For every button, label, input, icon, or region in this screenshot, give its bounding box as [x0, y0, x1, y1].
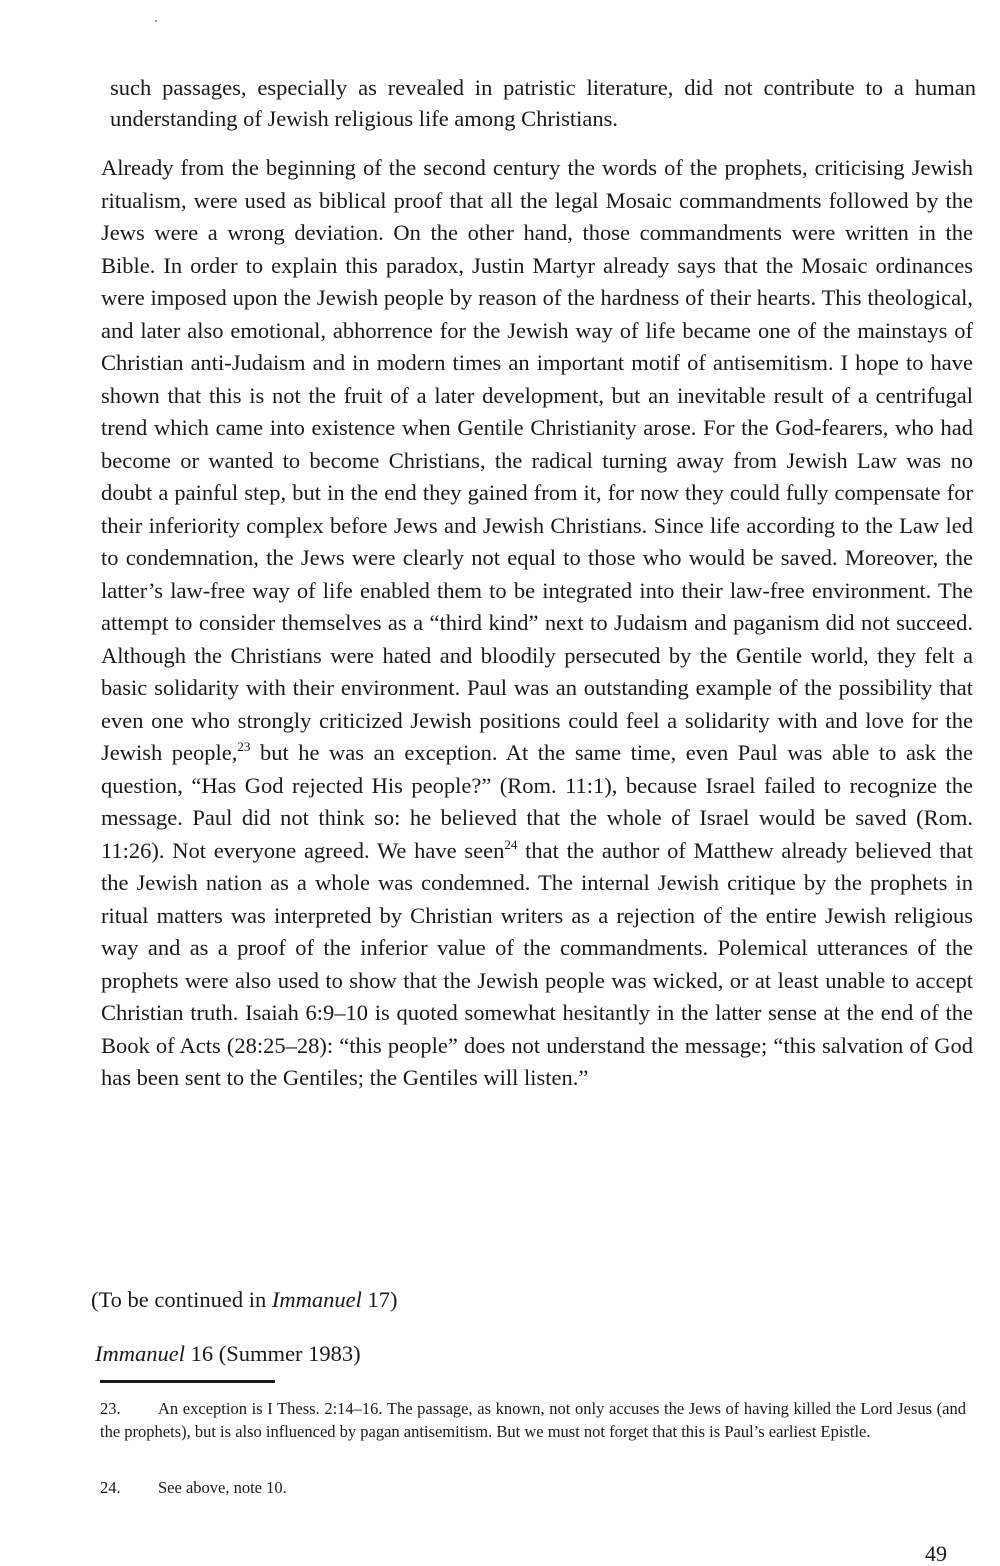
- footnote-text: An exception is I Thess. 2:14–16. The passage, as known, not only accuses the Jews of having killed the Lord Jesus (and the prophets), but is also influenced by pagan antisemitism. But we must not forget that this is Paul’s earliest Epistle.: [100, 1399, 966, 1441]
- paragraph-2-text-part-3: that the author of Matthew already believed that the Jewish nation as a whole was condemned. The internal Jewish critique by the prophets in ritual matters was interpreted by Christian writers as a rejection of the entire Jewish religious way and as a proof of the inferior value of the commandments. Polemical utterances of the prophets were also used to show that the Jewish people was wicked, or at least unable to accept Christian truth. Isaiah 6:9–10 is quoted somewhat hesitantly in the latter sense at the end of the Book of Acts (28:25–28): “this people” does not understand the message; “this salvation of God has been sent to the Gentiles; the Gentiles will listen.”: [101, 837, 974, 1090]
- continuation-prefix: (To be continued in: [91, 1287, 272, 1312]
- continuation-suffix: 17): [361, 1287, 398, 1312]
- footnote-text: See above, note 10.: [158, 1478, 287, 1497]
- footnote-23: [100, 1397, 966, 1443]
- footnote-reference-23[interactable]: 23: [237, 739, 251, 754]
- scan-speck: [155, 20, 157, 22]
- footnote-number: 23.: [100, 1399, 121, 1418]
- paragraph-2-text-part-2: but he was an exception. At the same time, even Paul was able to ask the question, “Has God rejected His people?” (Rom. 11:1), because Israel failed to recognize the message. Paul did not think so: he believed that the whole of Israel would be saved (Rom. 11:26). Not everyone agreed. We have seen: [101, 740, 973, 863]
- issue-journal-title: Immanuel: [95, 1341, 185, 1366]
- footnote-number: 24.: [100, 1478, 121, 1497]
- continuation-note: [91, 1284, 398, 1316]
- footnote-reference-24[interactable]: 24: [504, 836, 518, 852]
- continuation-journal-title: Immanuel: [271, 1287, 362, 1312]
- body-paragraph-1: such passages, especially as revealed in patristic literature, did not contribute to a human understanding of Jewish religious life among Christians.: [110, 75, 976, 131]
- issue-citation: [95, 1338, 361, 1370]
- paragraph-2-text-part-1: Already from the beginning of the second century the words of the prophets, criticising Jewish ritualism, were used as biblical proof that all the legal Mosaic commandments followed by the Jews were a wrong deviation. On the other hand, those commandments were written in the Bible. In order to explain this paradox, Justin Martyr already says that the Mosaic ordinances were imposed upon the Jewish people by reason of the hardness of their hearts. This theological, and later also emotional, abhorrence for the Jewish way of life became one of the mainstays of Christian anti-Judaism and in modern times an important motif of antisemitism. I hope to have shown that this is not the fruit of a later development, but an inevitable result of a centrifugal trend which came into existence when Gentile Christianity arose. For the God-fearers, who had become or wanted to become Christians, the radical turning away from Jewish Law was no doubt a painful step, but in the end they gained from it, for now they could fully compensate for their inferiority complex before Jews and Jewish Christians. Since life according to the Law led to condemnation, the Jews were clearly not equal to those who would be saved. Moreover, the latter’s law-free way of life enabled them to be integrated into their law-free environment. The attempt to consider themselves as a “third kind” next to Judaism and paganism did not succeed. Although the Christians were hated and bloodily persecuted by the Gentile world, they felt a basic solidarity with their environment. Paul was an outstanding example of the possibility that even one who strongly criticized Jewish positions could feel a solidarity with and love for the Jewish people,: [101, 155, 973, 765]
- body-paragraph-2: [101, 152, 973, 1095]
- footnote-separator-rule: [100, 1380, 275, 1383]
- footnote-24: [100, 1476, 966, 1499]
- issue-details: 16 (Summer 1983): [184, 1341, 361, 1366]
- page-number: 49: [925, 1541, 947, 1566]
